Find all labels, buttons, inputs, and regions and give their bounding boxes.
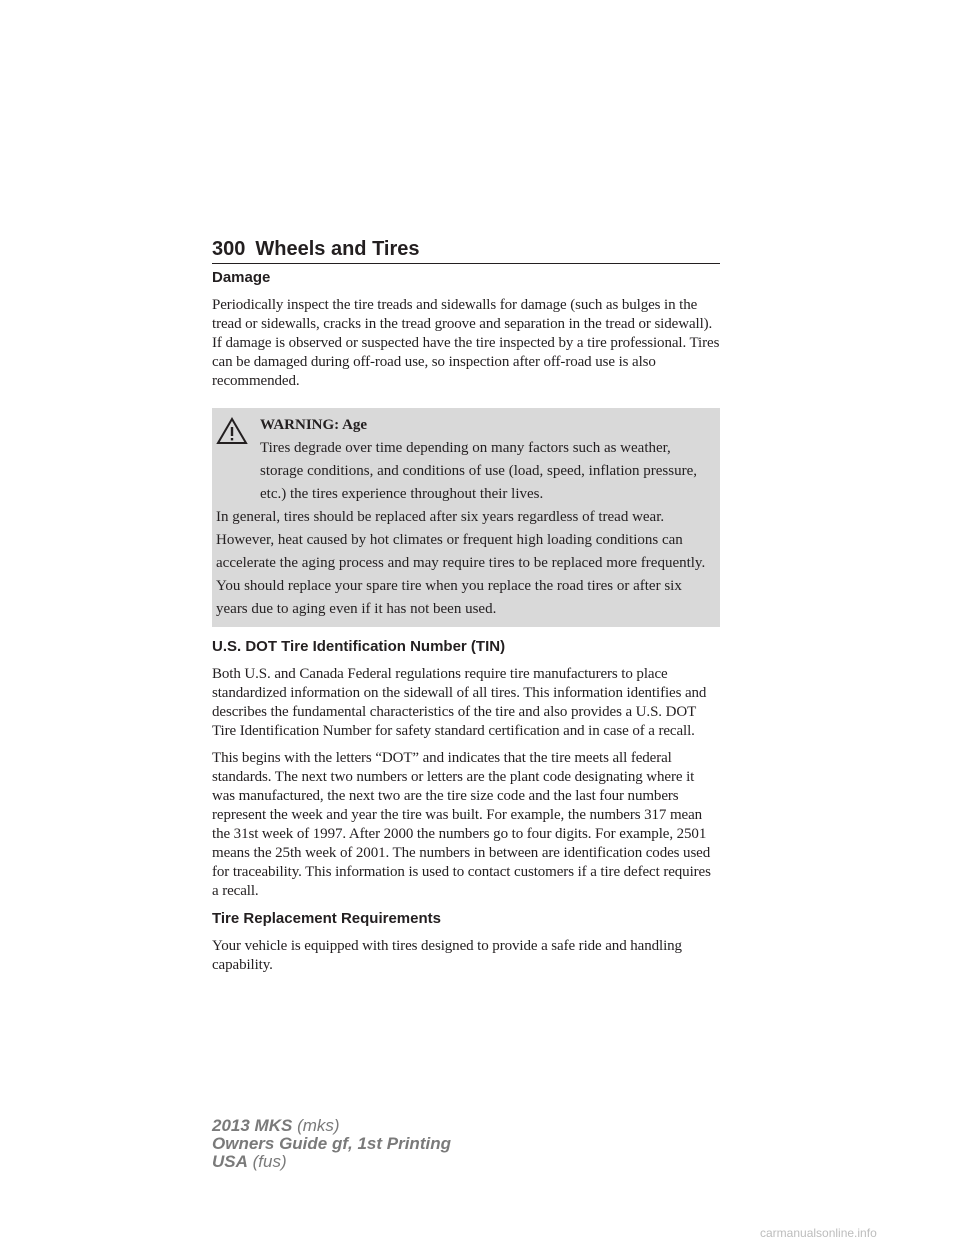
warning-text-3: You should replace your spare tire when you replace the road tires or after six years due to aging even if it has not been used. bbox=[216, 578, 682, 617]
footer-guide: Owners Guide gf, 1st Printing bbox=[212, 1134, 451, 1153]
warning-box bbox=[212, 408, 720, 627]
page-content bbox=[212, 268, 720, 983]
print-footer bbox=[212, 1117, 451, 1171]
footer-model-code: (mks) bbox=[297, 1116, 340, 1135]
tin-heading: U.S. DOT Tire Identification Number (TIN) bbox=[212, 638, 506, 655]
warning-title: WARNING: Age bbox=[260, 417, 368, 433]
warning-triangle-icon bbox=[216, 417, 248, 445]
replacement-heading: Tire Replacement Requirements bbox=[212, 910, 441, 927]
warning-text-2: In general, tires should be replaced after six years regardless of tread wear. However, heat caused by hot climates or frequent high loading conditions can accelerate the aging process and may require tires to be replaced more frequently. bbox=[216, 509, 706, 571]
footer-market: USA bbox=[212, 1152, 248, 1171]
section-title: Wheels and Tires bbox=[255, 238, 420, 260]
footer-model: 2013 MKS bbox=[212, 1116, 293, 1135]
replacement-paragraph: Your vehicle is equipped with tires designed to provide a safe ride and handling capability. bbox=[212, 938, 682, 973]
watermark: carmanualsonline.info bbox=[760, 1226, 877, 1240]
page-number: 300 bbox=[212, 238, 246, 260]
tin-paragraph-2: This begins with the letters “DOT” and indicates that the tire meets all federal standards. The next two numbers or letters are the plant code designating where it was manufactured, the next two are the tire size code and the last four numbers represent the week and year the tire was built. For example, the numbers 317 mean the 31st week of 1997. After 2000 the numbers go to four digits. For example, 2501 means the 25th week of 2001. The numbers in between are identification codes used for traceability. This information is used to contact customers if a tire defect requires a recall. bbox=[212, 750, 711, 899]
page-header bbox=[212, 233, 720, 264]
footer-market-code: (fus) bbox=[252, 1152, 287, 1171]
damage-heading: Damage bbox=[212, 269, 271, 286]
tin-paragraph-1: Both U.S. and Canada Federal regulations require tire manufacturers to place standardized information on the sidewall of all tires. This information identifies and describes the fundamental characteristics of the tire and also provides a U.S. DOT Tire Identification Number for safety standard certification and in case of a recall. bbox=[212, 666, 707, 739]
warning-text-1: Tires degrade over time depending on many factors such as weather, storage conditions, and conditions of use (load, speed, inflation pressure, etc.) the tires experience throughout their lives. bbox=[260, 440, 697, 502]
damage-paragraph: Periodically inspect the tire treads and sidewalls for damage (such as bulges in the tread or sidewalls, cracks in the tread groove and separation in the tread or sidewall). If damage is observed or suspected have the tire inspected by a tire professional. Tires can be damaged during off-road use, so inspection after off-road use is also recommended. bbox=[212, 297, 720, 389]
